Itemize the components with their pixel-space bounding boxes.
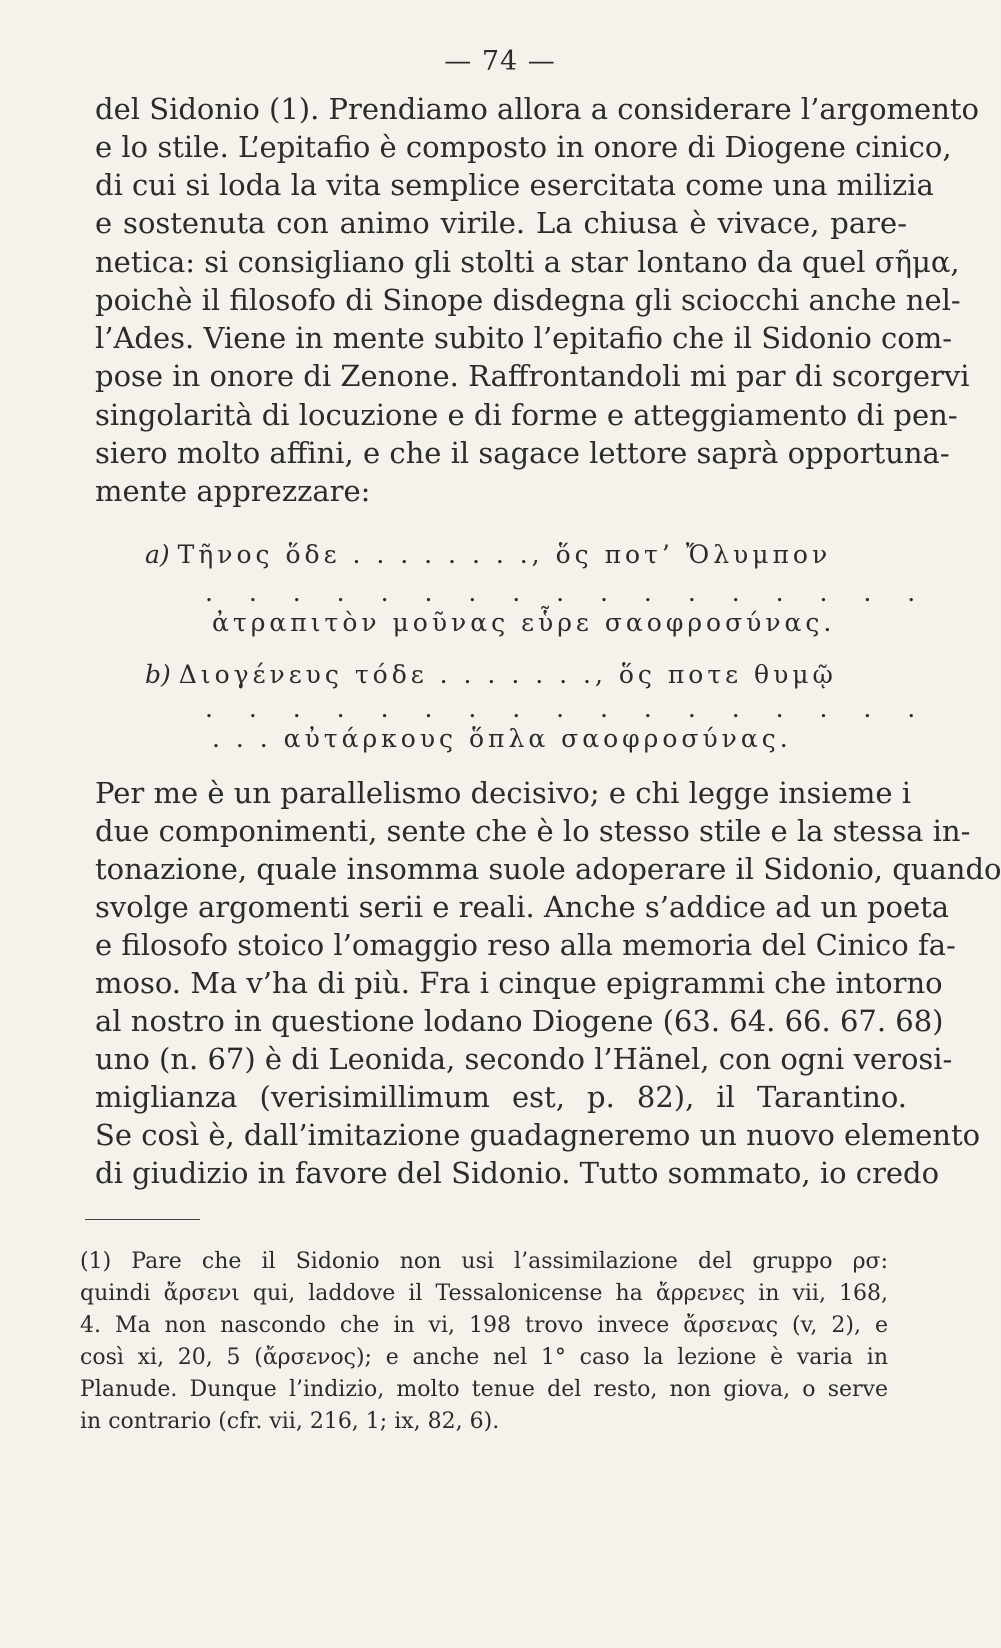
- text-line: Se così è, dall’imitazione guadagneremo un nuovo elemento: [95, 1118, 981, 1152]
- quote-b-text1: Διογένευς τόδε . . . . . . ., ὅς ποτε θυμῷ: [178, 660, 837, 689]
- text-line: siero molto affini, e che il sagace lettore saprà opportuna-: [95, 436, 950, 470]
- footnote-line: 4. Ma non nascondo che in vi, 198 trovo invece ἄρσενας (v, 2), e: [80, 1313, 888, 1338]
- quote-b-label: b): [145, 660, 171, 689]
- text-line: e filosofo stoico l’omaggio reso alla memoria del Cinico fa-: [95, 928, 956, 962]
- text-line: singolarità di locuzione e di forme e atteggiamento di pen-: [95, 398, 958, 432]
- text-line: netica: si consigliano gli stolti a star lontano da quel σῆμα,: [95, 245, 960, 279]
- text-line: tonazione, quale insomma suole adoperare il Sidonio, quando: [95, 852, 1001, 886]
- text-line: due componimenti, sente che è lo stesso stile e la stessa in-: [95, 814, 971, 848]
- text-line: svolge argomenti serii e reali. Anche s’addice ad un poeta: [95, 890, 950, 924]
- text-line: del Sidonio (1). Prendiamo allora a considerare l’argomento: [95, 92, 980, 126]
- page-number: — 74 —: [444, 46, 556, 77]
- quote-a-line1: [145, 540, 831, 569]
- text-line: di cui si loda la vita semplice esercitata come una milizia: [95, 168, 934, 202]
- text-line: miglianza (verisimillimum est, p. 82), il Tarantino.: [95, 1080, 907, 1114]
- text-line: di giudizio in favore del Sidonio. Tutto sommato, io credo: [95, 1156, 940, 1190]
- text-line: l’Ades. Viene in mente subito l’epitafio che il Sidonio com-: [95, 321, 953, 355]
- text-line: pose in onore di Zenone. Raffrontandoli mi par di scorgervi: [95, 359, 970, 393]
- text-line: moso. Ma v’ha di più. Fra i cinque epigrammi che intorno: [95, 966, 943, 1000]
- footnote-line: quindi ἄρσενι qui, laddove il Tessalonicense ha ἄρρενες in vii, 168,: [80, 1281, 888, 1306]
- footnote-line: (1) Pare che il Sidonio non usi l’assimilazione del gruppo ρσ:: [80, 1249, 888, 1274]
- text-line: uno (n. 67) è di Leonida, secondo l’Hänel, con ogni verosi-: [95, 1042, 953, 1076]
- footnote-line: così xi, 20, 5 (ἄρσενος); e anche nel 1° caso la lezione è varia in: [80, 1345, 888, 1370]
- text-line: e sostenuta con animo virile. La chiusa è vivace, pare-: [95, 206, 907, 240]
- text-line: e lo stile. L’epitafio è composto in onore di Diogene cinico,: [95, 130, 952, 164]
- footnote-divider: [85, 1219, 200, 1220]
- footnote-line: Planude. Dunque l’indizio, molto tenue del resto, non giova, o serve: [80, 1377, 888, 1402]
- quote-a-line2: ἀτραπιτὸν μοῦνας εὗρε σαοφροσύνας.: [212, 608, 836, 637]
- quote-b-ellipsis: . . . . . . . . . . . . . . . . .: [205, 694, 930, 723]
- text-line: Per me è un parallelismo decisivo; e chi legge insieme i: [95, 776, 912, 810]
- text-line: poichè il filosofo di Sinope disdegna gli sciocchi anche nel-: [95, 283, 961, 317]
- quote-b-line2: . . . αὐτάρκους ὅπλα σαοφροσύνας.: [212, 724, 792, 753]
- quote-a-text1: Τῆνος ὅδε . . . . . . . ., ὅς ποτ’ Ὄλυμπον: [177, 540, 832, 569]
- quote-a-ellipsis: . . . . . . . . . . . . . . . . .: [205, 578, 930, 607]
- quote-b-line1: [145, 660, 837, 689]
- quote-a-label: a): [145, 540, 170, 569]
- text-line: al nostro in questione lodano Diogene (63. 64. 66. 67. 68): [95, 1004, 944, 1038]
- text-line: mente apprezzare:: [95, 474, 371, 508]
- footnote-line: in contrario (cfr. vii, 216, 1; ix, 82, 6).: [80, 1409, 500, 1434]
